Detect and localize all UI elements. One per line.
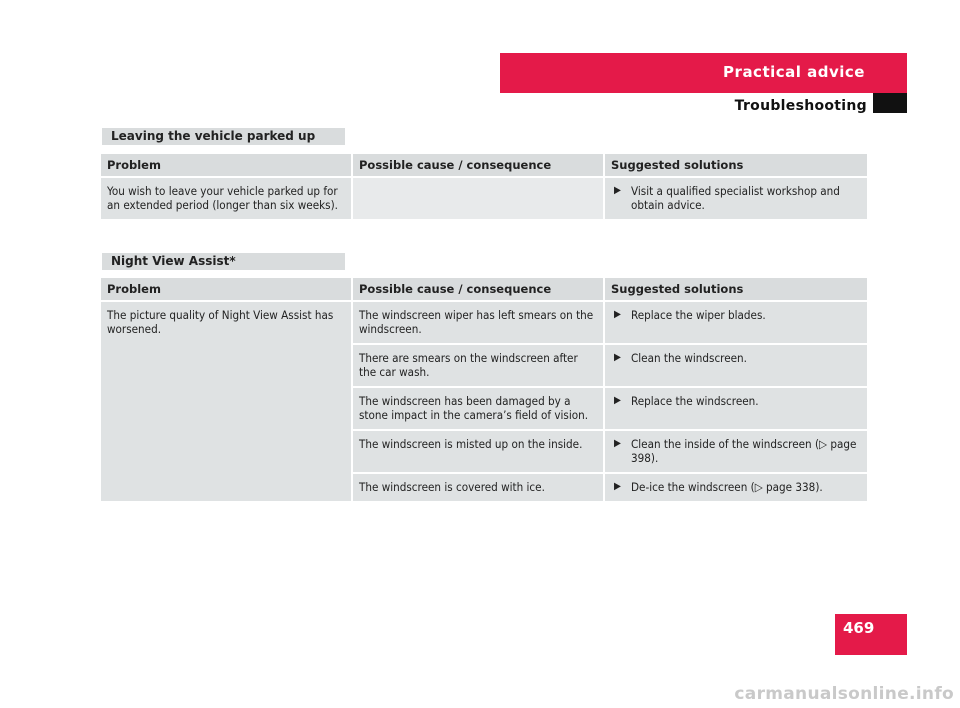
- solution-cell: [605, 388, 867, 431]
- cause-cell: There are smears on the windscreen after the car wash.: [353, 345, 605, 388]
- problem-cell: You wish to leave your vehicle parked up for an extended period (longer than six weeks).: [101, 178, 353, 221]
- solution-text: Clean the windscreen.: [631, 351, 747, 365]
- table-header-row: [101, 154, 867, 178]
- table-row: [101, 302, 867, 345]
- header-banner: [500, 53, 907, 93]
- problem-cell: The picture quality of Night View Assist has worsened.: [101, 302, 353, 503]
- cause-cell: The windscreen wiper has left smears on the windscreen.: [353, 302, 605, 345]
- table-row: [101, 178, 867, 221]
- column-header-cause: Possible cause / consequence: [353, 278, 605, 302]
- cause-cell: The windscreen is covered with ice.: [353, 474, 605, 503]
- solution-text: De-ice the windscreen (▷ page 338).: [631, 480, 823, 494]
- column-header-problem: Problem: [101, 154, 353, 178]
- solution-cell: [605, 345, 867, 388]
- section-heading-night-view: Night View Assist*: [102, 253, 345, 270]
- column-header-solution: Suggested solutions: [605, 278, 867, 302]
- troubleshooting-table-parked: [101, 154, 867, 221]
- solution-text: Replace the windscreen.: [631, 394, 759, 408]
- cause-cell: The windscreen has been damaged by a stone impact in the camera’s field of vision.: [353, 388, 605, 431]
- bullet-arrow-icon: ▶: [614, 481, 621, 492]
- solution-cell: [605, 178, 867, 221]
- bullet-arrow-icon: ▶: [614, 438, 621, 449]
- section-title: Troubleshooting: [734, 98, 867, 114]
- bullet-arrow-icon: ▶: [614, 352, 621, 363]
- cause-cell: The windscreen is misted up on the inside.: [353, 431, 605, 474]
- solution-cell: [605, 431, 867, 474]
- column-header-problem: Problem: [101, 278, 353, 302]
- header-tab-marker: [873, 93, 907, 113]
- column-header-solution: Suggested solutions: [605, 154, 867, 178]
- page-number-badge: [835, 614, 907, 655]
- solution-cell: [605, 302, 867, 345]
- cause-cell: [353, 178, 605, 221]
- table-header-row: [101, 278, 867, 302]
- page-number: 469: [843, 619, 875, 637]
- column-header-cause: Possible cause / consequence: [353, 154, 605, 178]
- solution-text: Visit a qualified specialist workshop and obtain advice.: [631, 184, 840, 212]
- solution-cell: [605, 474, 867, 503]
- solution-text: Replace the wiper blades.: [631, 308, 766, 322]
- bullet-arrow-icon: ▶: [614, 395, 621, 406]
- watermark: carmanualsonline.info: [734, 684, 954, 704]
- bullet-arrow-icon: ▶: [614, 309, 621, 320]
- solution-text: Clean the inside of the windscreen (▷ page 398).: [631, 437, 857, 465]
- chapter-title: Practical advice: [723, 63, 865, 81]
- bullet-arrow-icon: ▶: [614, 185, 621, 196]
- section-heading-parked: Leaving the vehicle parked up: [102, 128, 345, 145]
- troubleshooting-table-night-view: [101, 278, 867, 503]
